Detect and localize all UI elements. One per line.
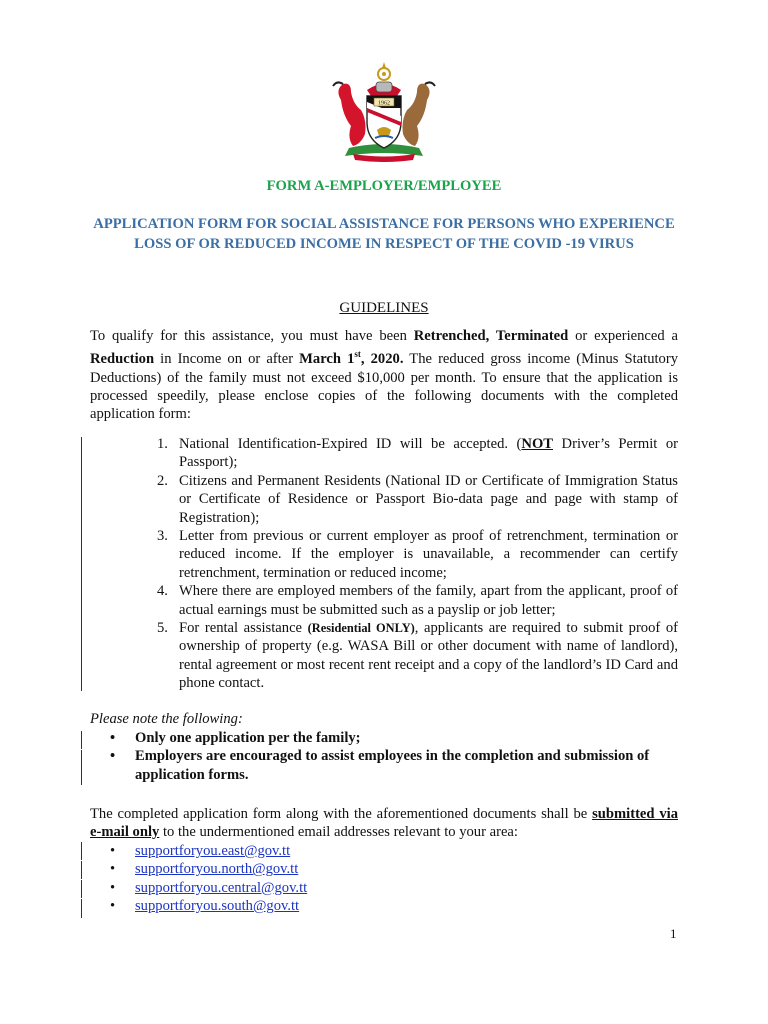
list-number: 1. [157, 436, 168, 452]
form-title: FORM A-EMPLOYER/EMPLOYEE [266, 178, 502, 194]
list-item [110, 842, 678, 860]
list-number: 3. [157, 528, 168, 545]
intro-bold-date [299, 351, 403, 367]
revision-bar [81, 899, 82, 918]
revision-bar [81, 861, 82, 879]
list-item [110, 879, 678, 897]
page-number: 1 [670, 926, 677, 941]
required-documents-list [150, 435, 678, 693]
list-item-text: For rental assistance [179, 620, 308, 637]
email-link-central[interactable]: supportforyou.central@gov.tt [135, 879, 308, 896]
bullet-icon: • [110, 843, 116, 859]
intro-text: in Income on or after [154, 351, 300, 368]
list-item [110, 860, 678, 878]
email-link-east[interactable]: supportforyou.east@gov.tt [135, 843, 291, 859]
list-number: 4. [157, 583, 168, 600]
submission-text: The completed application form along with the aforementioned documents shall be [90, 806, 593, 822]
bullet-icon: • [110, 748, 116, 765]
intro-text: To qualify for this assistance, you must have been [90, 328, 414, 344]
note-heading: Please note the following: [90, 711, 243, 727]
list-number: 5. [157, 620, 168, 637]
email-list [110, 842, 678, 916]
list-item-text: Only one application per the family; [135, 730, 361, 746]
intro-paragraph [90, 327, 678, 424]
revision-bar [81, 750, 82, 785]
bullet-icon: • [110, 861, 116, 878]
revision-bar [81, 880, 82, 898]
notes-list [110, 729, 678, 784]
list-item [150, 619, 678, 693]
bullet-icon: • [110, 879, 116, 896]
intro-date-year: , 2020. [360, 351, 404, 368]
crest-year: 1962 [378, 100, 390, 107]
list-item-text: Driver’s Permit or Passport); [179, 436, 678, 471]
submission-emphasis: e-mail only [90, 824, 160, 841]
submission-text: to the undermentioned email addresses relevant to your area: [159, 824, 518, 841]
bullet-icon: • [110, 730, 116, 746]
email-link-north[interactable]: supportforyou.north@gov.tt [135, 861, 299, 878]
list-item [150, 582, 678, 619]
list-item [110, 747, 678, 784]
list-item-text: Citizens and Permanent Residents (National ID or Certificate of Immigration Status or Certificate of Residence or Passport Bio-data page and page with stamp of Registration); [179, 472, 678, 526]
revision-bar [81, 842, 82, 860]
list-item-text: , applicants are required to submit proof of ownership of property (e.g. WASA Bill or other document with name of landlord), rental agreement or most recent rent receipt and a copy of the landlord’s ID Card and phone contact. [179, 620, 679, 692]
guidelines-heading: GUIDELINES [339, 300, 429, 316]
submission-paragraph [90, 805, 678, 842]
list-item [110, 897, 678, 915]
list-item-text: National Identification-Expired ID will be accepted. ( [179, 436, 522, 452]
list-item [110, 729, 678, 747]
application-title: APPLICATION FORM FOR SOCIAL ASSISTANCE FOR PERSONS WHO EXPERIENCE LOSS OF OR REDUCED INCOME IN RESPECT OF THE COVID -19 VIRUS [93, 216, 675, 252]
intro-text: or experienced a [568, 328, 678, 344]
list-number: 2. [157, 472, 168, 489]
email-link-south[interactable]: supportforyou.south@gov.tt [135, 898, 300, 915]
list-item-text: Where there are employed members of the family, apart from the applicant, proof of actual earnings must be submitted such as a payslip or job letter; [179, 583, 678, 618]
intro-date-month: March 1 [299, 351, 355, 368]
coat-of-arms-emblem [331, 60, 437, 162]
bullet-icon: • [110, 898, 116, 915]
intro-text: The reduced gross income (Minus Statutory Deductions) of the family must not exceed $10,000 per month. To ensure that the application is processed speedily, please enclose copies of the following documents with the completed application form: [90, 351, 679, 423]
revision-bar [81, 437, 82, 691]
list-item-emphasis: NOT [521, 436, 554, 452]
list-item-emphasis: (Residential ONLY) [307, 621, 415, 636]
list-item [150, 527, 678, 582]
intro-bold-retrenched: Retrenched, Terminated [413, 328, 569, 344]
list-item-text: Letter from previous or current employer as proof of retrenchment, termination or reduced income. If the employer is unavailable, a recommender can certify retrenchment, termination or reduced income; [179, 528, 678, 581]
revision-bar [81, 731, 82, 749]
list-item [150, 435, 678, 472]
intro-bold-reduction: Reduction [90, 351, 155, 368]
intro-date-suffix: st [354, 349, 361, 360]
list-item-text: Employers are encouraged to assist employees in the completion and submission of application forms. [135, 748, 650, 783]
submission-emphasis: submitted via [592, 806, 679, 822]
list-item [150, 472, 678, 527]
